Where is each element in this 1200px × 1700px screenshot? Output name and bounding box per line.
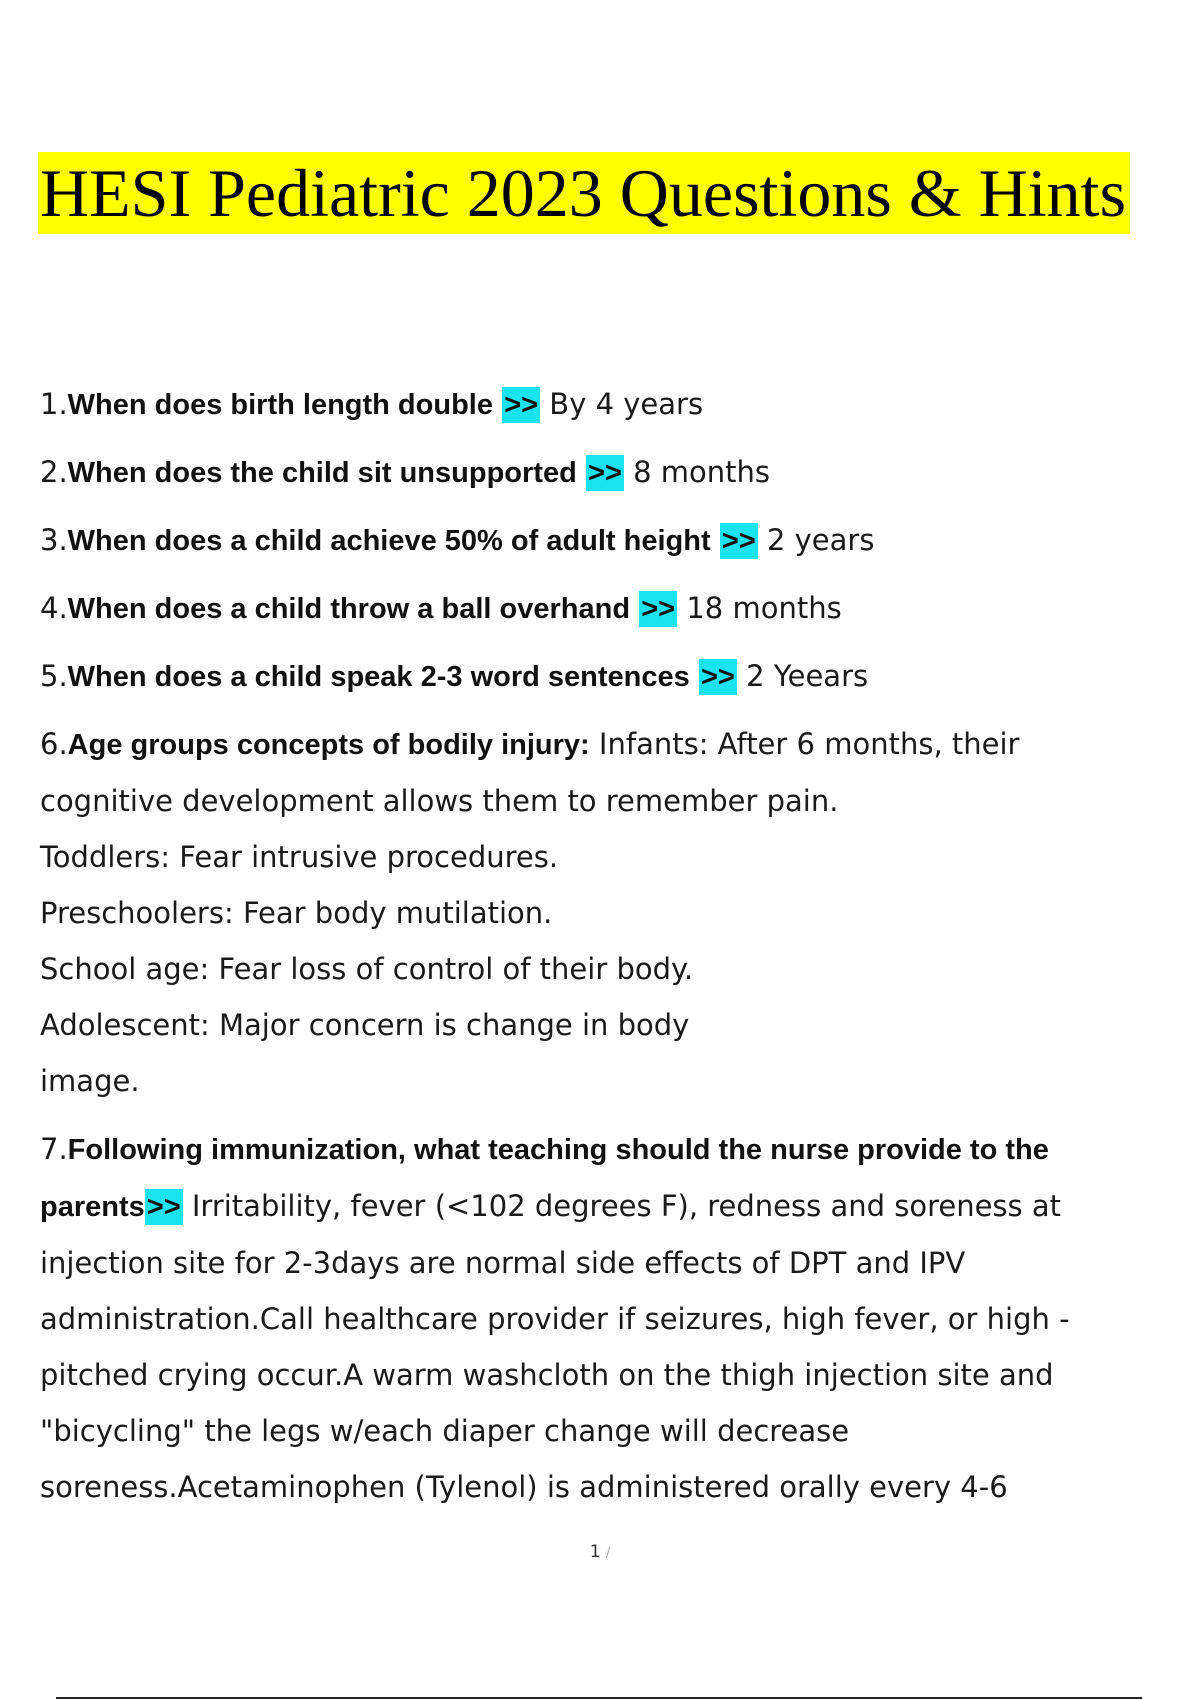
page-number [0,1542,1200,1562]
answer-text: By 4 years [549,387,704,421]
page-number-value: 1 [589,1542,601,1562]
item-number: 2. [40,455,68,489]
answer-text: 2 Yeears [746,659,869,693]
item-number: 3. [40,523,68,557]
answer-line: Toddlers: Fear intrusive procedures. [40,840,559,874]
item-number: 1. [40,387,68,421]
item-first-line [40,716,1180,773]
answer-line: cognitive development allows them to remember pain. [40,784,839,818]
answer-marker: >> [641,593,676,625]
answer-marker: >> [146,1191,181,1223]
question-list [40,376,1180,1527]
answer-line: pitched crying occur.A warm washcloth on the thigh injection site and [40,1358,1054,1392]
answer-marker: >> [721,525,756,557]
item-number: 5. [40,659,68,693]
answer-line: "bicycling" the legs w/each diaper change will decrease [40,1414,850,1448]
list-item-6 [40,716,1180,1109]
list-item-4 [40,580,1180,637]
question-text: When does birth length double [67,389,493,421]
question-text: When does the child sit unsupported [67,457,577,489]
answer-text: 18 months [686,591,842,625]
item-first-line [40,1121,1180,1178]
question-text: When does a child speak 2-3 word sentences [67,661,690,693]
answer-text: Infants: After 6 months, their [598,727,1020,761]
answer-text: Irritability, fever (<102 degrees F), redness and soreness at [191,1189,1062,1223]
question-text: When does a child throw a ball overhand [67,593,631,625]
answer-marker: >> [504,389,539,421]
item-second-line [40,1178,1180,1235]
answer-line: Preschoolers: Fear body mutilation. [40,896,553,930]
list-item-7 [40,1121,1180,1515]
question-text-continued: parents [40,1191,145,1223]
page-title: HESI Pediatric 2023 Questions & Hints [38,152,1130,234]
list-item-5 [40,648,1180,705]
answer-line: School age: Fear loss of control of their body. [40,952,694,986]
answer-line: administration.Call healthcare provider if seizures, high fever, or high - [40,1302,1070,1336]
answer-line: Adolescent: Major concern is change in body [40,1008,690,1042]
answer-text: 8 months [633,455,771,489]
answer-line: image. [40,1064,140,1098]
list-item-2 [40,444,1180,501]
bottom-divider [56,1697,1142,1699]
item-number: 6. [40,727,68,761]
answer-line: injection site for 2-3days are normal side effects of DPT and IPV [40,1246,966,1280]
item-number: 4. [40,591,68,625]
question-text: Age groups concepts of bodily injury: [67,729,590,761]
list-item-1 [40,376,1180,433]
answer-marker: >> [700,661,735,693]
answer-text: 2 years [766,523,875,557]
list-item-3 [40,512,1180,569]
answer-marker: >> [588,457,622,489]
question-text: When does a child achieve 50% of adult height [67,525,711,557]
page-number-separator: / [605,1546,611,1561]
answer-line: soreness.Acetaminophen (Tylenol) is administered orally every 4-6 [40,1470,1008,1504]
item-number: 7. [40,1132,68,1166]
question-text: Following immunization, what teaching should the nurse provide to the [67,1134,1049,1166]
